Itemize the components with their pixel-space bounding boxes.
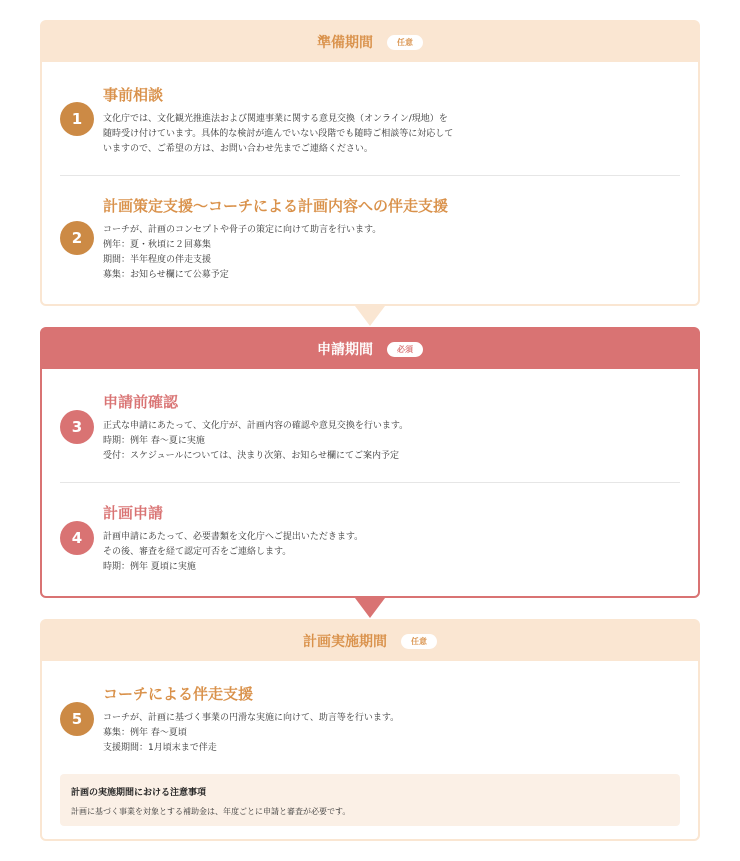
optional-badge: 任意	[387, 35, 423, 50]
step-description	[103, 112, 453, 157]
step-description	[103, 530, 363, 575]
divider	[60, 482, 680, 483]
step-line: その後、審査を経て認定可否をご連絡します。	[103, 547, 292, 557]
phase-title: 準備期間	[317, 35, 373, 51]
step-line: いますので、ご希望の方は、お問い合わせ先までご連絡ください。	[103, 144, 373, 154]
step-line: 正式な申請にあたって、文化庁が、計画内容の確認や意見交換を行います。	[103, 421, 409, 431]
step-line: 文化庁では、文化観光推進法および関連事業に関する意見交換（オンライン/現地）を	[103, 114, 448, 124]
step-title: 事前相談	[103, 86, 164, 104]
notice-title: 計画の実施期間における注意事項	[71, 788, 207, 798]
step-line: 期間：半年程度の伴走支援	[103, 255, 212, 265]
notice-text: 計画に基づく事業を対象とする補助金は、年度ごとに申請と審査が必要です。	[71, 807, 351, 816]
step-title: 計画申請	[103, 504, 164, 522]
step-description	[103, 711, 399, 756]
step-description	[103, 419, 408, 464]
step-line: 募集：お知らせ欄にて公募予定	[103, 270, 229, 280]
step-line: 支援期間：1月頃末まで伴走	[103, 743, 217, 753]
step-number-badge: 5	[60, 702, 94, 736]
flow-arrow-icon	[355, 598, 385, 618]
step-description	[103, 223, 381, 283]
phase-header	[42, 329, 698, 369]
step-3	[60, 391, 680, 471]
step-title: コーチによる伴走支援	[103, 685, 254, 703]
phase-title: 計画実施期間	[303, 634, 387, 650]
step-title: 計画策定支援～コーチによる計画内容への伴走支援	[103, 197, 449, 215]
step-5	[60, 683, 680, 763]
phase-title: 申請期間	[317, 342, 373, 358]
phase-header	[42, 621, 698, 661]
optional-badge: 任意	[401, 634, 437, 649]
step-4	[60, 502, 680, 582]
divider	[60, 175, 680, 176]
phase-header	[42, 22, 698, 62]
step-number-badge: 3	[60, 410, 94, 444]
required-badge: 必須	[387, 342, 423, 357]
step-line: 時期：例年 春〜夏に実施	[103, 436, 205, 446]
step-line: コーチが、計画に基づく事業の円滑な実施に向けて、助言等を行います。	[103, 713, 400, 723]
flow-arrow-icon	[355, 306, 385, 326]
step-line: 募集：例年 春〜夏頃	[103, 728, 187, 738]
step-number-badge: 4	[60, 521, 94, 555]
step-line: 例年：夏・秋頃に２回募集	[103, 240, 212, 250]
step-line: 随時受け付けています。具体的な検討が進んでいない段階でも随時ご相談等に対応して	[103, 129, 454, 139]
step-line: 受付：スケジュールについては、決まり次第、お知らせ欄にてご案内予定	[103, 451, 400, 461]
step-number-badge: 2	[60, 221, 94, 255]
step-title: 申請前確認	[103, 393, 179, 411]
step-number-badge: 1	[60, 102, 94, 136]
step-line: 時期：例年 夏頃に実施	[103, 562, 196, 572]
notice-box	[60, 774, 680, 826]
step-2	[60, 195, 680, 285]
step-line: 計画申請にあたって、必要書類を文化庁へご提出いただきます。	[103, 532, 364, 542]
step-line: コーチが、計画のコンセプトや骨子の策定に向けて助言を行います。	[103, 225, 382, 235]
step-1	[60, 84, 680, 164]
